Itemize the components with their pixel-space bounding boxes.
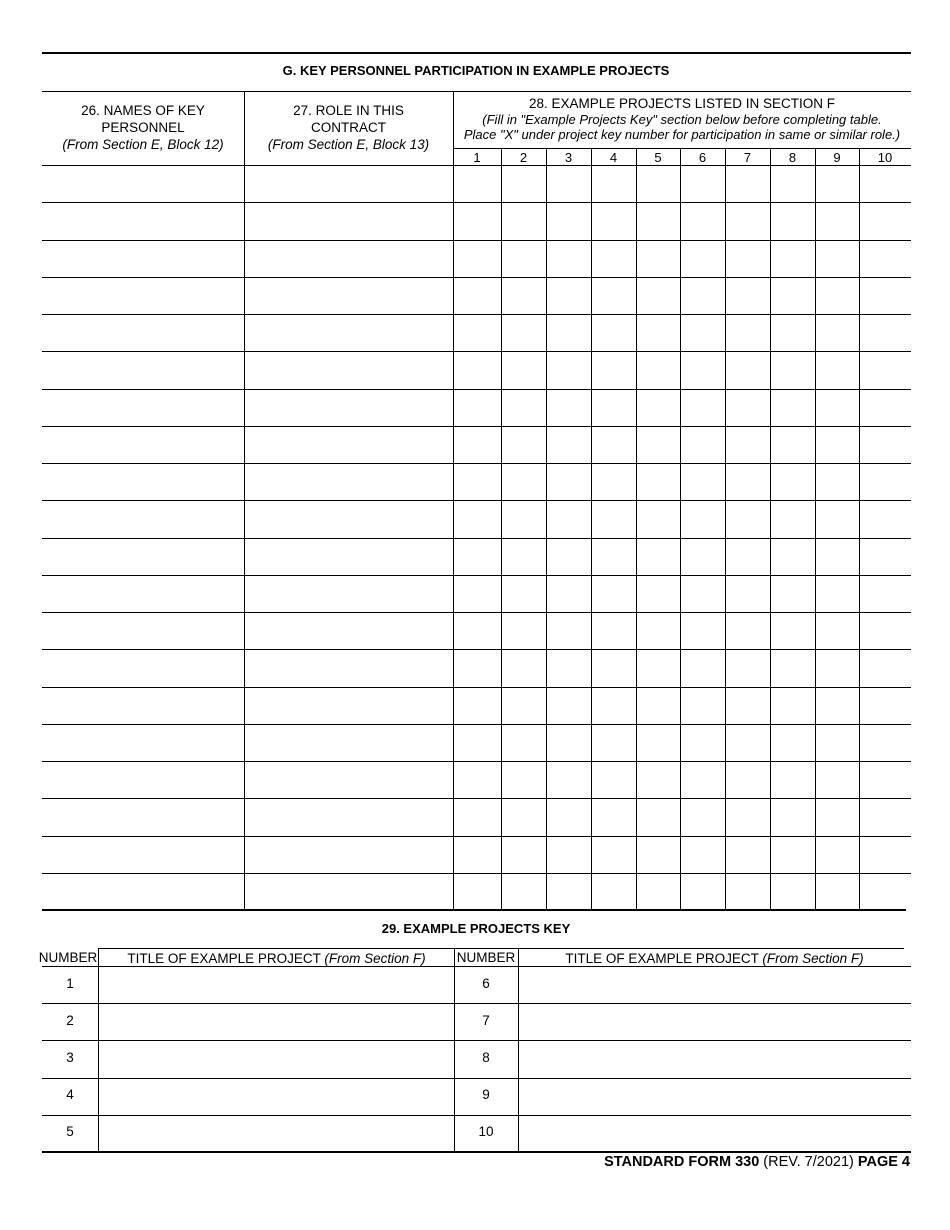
project-participation-cell[interactable]	[771, 202, 815, 239]
project-participation-cell[interactable]	[592, 575, 636, 612]
section-g-title: G. KEY PERSONNEL PARTICIPATION IN EXAMPLE PROJECTS	[282, 63, 670, 78]
project-participation-cell[interactable]	[637, 500, 680, 537]
project-participation-cell[interactable]	[592, 798, 636, 835]
key-number-right: 6	[482, 975, 490, 991]
project-participation-cell[interactable]	[592, 202, 636, 239]
project-participation-cell[interactable]	[771, 873, 815, 910]
project-participation-cell[interactable]	[771, 612, 815, 649]
project-participation-cell[interactable]	[592, 500, 636, 537]
role-cell[interactable]	[245, 761, 453, 798]
key-number-right: 8	[482, 1050, 490, 1065]
project-number-header: 9	[833, 150, 841, 165]
project-participation-cell[interactable]	[816, 687, 859, 724]
role-cell[interactable]	[245, 687, 453, 724]
key-personnel-name-cell[interactable]	[42, 389, 244, 426]
project-number-header: 3	[564, 150, 573, 165]
role-cell[interactable]	[245, 575, 453, 612]
project-participation-cell[interactable]	[681, 612, 725, 649]
project-participation-cell[interactable]	[454, 463, 501, 500]
project-participation-cell[interactable]	[547, 500, 591, 537]
project-participation-cell[interactable]	[592, 165, 636, 202]
project-participation-cell[interactable]	[592, 873, 636, 910]
project-participation-cell[interactable]	[816, 575, 859, 612]
project-participation-cell[interactable]	[860, 612, 911, 649]
key-personnel-name-cell[interactable]	[42, 687, 244, 724]
role-cell[interactable]	[245, 165, 453, 202]
project-number-header: 5	[654, 150, 662, 165]
key-personnel-name-cell[interactable]	[42, 538, 244, 575]
project-participation-cell[interactable]	[454, 165, 501, 202]
project-participation-cell[interactable]	[726, 389, 770, 426]
key-personnel-name-cell[interactable]	[42, 836, 244, 873]
role-cell[interactable]	[245, 351, 453, 388]
project-participation-cell[interactable]	[726, 575, 770, 612]
project-participation-cell[interactable]	[771, 687, 815, 724]
project-participation-cell[interactable]	[726, 836, 770, 873]
project-participation-cell[interactable]	[681, 165, 725, 202]
project-participation-cell[interactable]	[726, 798, 770, 835]
role-cell[interactable]	[245, 724, 453, 761]
number-header-left: NUMBER	[38, 950, 98, 965]
project-participation-cell[interactable]	[547, 612, 591, 649]
project-participation-cell[interactable]	[454, 538, 501, 575]
project-participation-cell[interactable]	[547, 649, 591, 686]
key-title-field-left[interactable]	[99, 1078, 454, 1115]
project-participation-cell[interactable]	[637, 463, 680, 500]
project-participation-cell[interactable]	[637, 538, 680, 575]
role-cell[interactable]	[245, 538, 453, 575]
project-participation-cell[interactable]	[454, 724, 501, 761]
role-cell[interactable]	[245, 426, 453, 463]
project-participation-cell[interactable]	[502, 240, 546, 277]
project-participation-cell[interactable]	[454, 836, 501, 873]
project-participation-cell[interactable]	[637, 873, 680, 910]
project-participation-cell[interactable]	[547, 351, 591, 388]
key-number-left: 2	[66, 1012, 74, 1028]
project-participation-cell[interactable]	[860, 687, 911, 724]
project-participation-cell[interactable]	[726, 612, 770, 649]
project-participation-cell[interactable]	[771, 575, 815, 612]
project-participation-cell[interactable]	[547, 314, 591, 351]
project-participation-cell[interactable]	[681, 538, 725, 575]
project-participation-cell[interactable]	[681, 836, 725, 873]
project-participation-cell[interactable]	[816, 836, 859, 873]
key-personnel-name-cell[interactable]	[42, 798, 244, 835]
role-cell[interactable]	[245, 202, 453, 239]
project-participation-cell[interactable]	[592, 389, 636, 426]
project-participation-cell[interactable]	[726, 649, 770, 686]
key-number-left: 3	[66, 1050, 74, 1065]
project-participation-cell[interactable]	[637, 389, 680, 426]
project-participation-cell[interactable]	[860, 314, 911, 351]
project-participation-cell[interactable]	[502, 351, 546, 388]
project-participation-cell[interactable]	[502, 202, 546, 239]
project-participation-cell[interactable]	[771, 500, 815, 537]
project-participation-cell[interactable]	[816, 351, 859, 388]
key-title-field-right[interactable]	[519, 966, 911, 1003]
project-participation-cell[interactable]	[502, 836, 546, 873]
project-participation-cell[interactable]	[502, 761, 546, 798]
project-participation-cell[interactable]	[592, 277, 636, 314]
project-participation-cell[interactable]	[454, 798, 501, 835]
key-number-right: 9	[482, 1087, 490, 1103]
project-participation-cell[interactable]	[726, 277, 770, 314]
key-number-right: 10	[478, 1124, 494, 1140]
project-participation-cell[interactable]	[860, 724, 911, 761]
project-participation-cell[interactable]	[726, 463, 770, 500]
project-participation-cell[interactable]	[860, 165, 911, 202]
project-participation-cell[interactable]	[454, 575, 501, 612]
key-number-left: 5	[66, 1124, 74, 1140]
project-participation-cell[interactable]	[860, 463, 911, 500]
project-participation-cell[interactable]	[502, 538, 546, 575]
project-participation-cell[interactable]	[502, 687, 546, 724]
project-participation-cell[interactable]	[816, 500, 859, 537]
key-personnel-name-cell[interactable]	[42, 240, 244, 277]
project-participation-cell[interactable]	[860, 351, 911, 388]
project-participation-cell[interactable]	[454, 500, 501, 537]
project-participation-cell[interactable]	[771, 761, 815, 798]
key-personnel-name-cell[interactable]	[42, 575, 244, 612]
project-participation-cell[interactable]	[547, 836, 591, 873]
project-participation-cell[interactable]	[816, 798, 859, 835]
project-participation-cell[interactable]	[637, 351, 680, 388]
key-personnel-name-cell[interactable]	[42, 351, 244, 388]
project-participation-cell[interactable]	[592, 687, 636, 724]
project-participation-cell[interactable]	[454, 314, 501, 351]
project-participation-cell[interactable]	[860, 277, 911, 314]
project-number-header: 4	[609, 150, 618, 165]
project-participation-cell[interactable]	[771, 463, 815, 500]
project-participation-cell[interactable]	[502, 463, 546, 500]
key-number-left: 4	[66, 1087, 74, 1103]
project-participation-cell[interactable]	[771, 351, 815, 388]
project-participation-cell[interactable]	[454, 649, 501, 686]
project-participation-cell[interactable]	[637, 575, 680, 612]
project-participation-cell[interactable]	[637, 836, 680, 873]
project-participation-cell[interactable]	[637, 724, 680, 761]
key-personnel-name-cell[interactable]	[42, 612, 244, 649]
project-participation-cell[interactable]	[547, 240, 591, 277]
project-participation-cell[interactable]	[592, 538, 636, 575]
project-participation-cell[interactable]	[637, 240, 680, 277]
project-participation-cell[interactable]	[592, 836, 636, 873]
project-participation-cell[interactable]	[637, 649, 680, 686]
project-participation-cell[interactable]	[502, 873, 546, 910]
project-participation-cell[interactable]	[816, 240, 859, 277]
role-cell[interactable]	[245, 873, 453, 910]
role-cell[interactable]	[245, 836, 453, 873]
key-title-field-left[interactable]	[99, 1003, 454, 1040]
project-participation-cell[interactable]	[681, 202, 725, 239]
project-participation-cell[interactable]	[771, 724, 815, 761]
project-participation-cell[interactable]	[771, 314, 815, 351]
project-participation-cell[interactable]	[816, 389, 859, 426]
project-participation-cell[interactable]	[681, 463, 725, 500]
project-participation-cell[interactable]	[637, 165, 680, 202]
project-participation-cell[interactable]	[454, 761, 501, 798]
project-number-header: 1	[473, 150, 481, 165]
project-participation-cell[interactable]	[860, 649, 911, 686]
page-number: PAGE 4	[857, 1154, 910, 1170]
project-participation-cell[interactable]	[816, 612, 859, 649]
role-cell[interactable]	[245, 389, 453, 426]
role-cell[interactable]	[245, 240, 453, 277]
project-participation-cell[interactable]	[592, 724, 636, 761]
project-participation-cell[interactable]	[547, 873, 591, 910]
project-participation-cell[interactable]	[771, 277, 815, 314]
project-participation-cell[interactable]	[860, 389, 911, 426]
project-participation-cell[interactable]	[592, 426, 636, 463]
role-cell[interactable]	[245, 500, 453, 537]
project-participation-cell[interactable]	[816, 724, 859, 761]
form-footer	[604, 1154, 910, 1170]
project-participation-cell[interactable]	[592, 761, 636, 798]
project-participation-cell[interactable]	[681, 426, 725, 463]
role-cell[interactable]	[245, 314, 453, 351]
project-participation-cell[interactable]	[502, 649, 546, 686]
project-participation-cell[interactable]	[637, 798, 680, 835]
project-participation-cell[interactable]	[454, 612, 501, 649]
project-participation-cell[interactable]	[637, 761, 680, 798]
key-personnel-name-cell[interactable]	[42, 426, 244, 463]
key-title-field-right[interactable]	[519, 1040, 911, 1077]
project-participation-cell[interactable]	[681, 873, 725, 910]
project-participation-cell[interactable]	[860, 240, 911, 277]
project-participation-cell[interactable]	[547, 463, 591, 500]
project-participation-cell[interactable]	[726, 538, 770, 575]
project-participation-cell[interactable]	[592, 612, 636, 649]
names-of-key-personnel-header: 26. NAMES OF KEY PERSONNEL (From Section E, Block 12)	[62, 103, 224, 152]
project-participation-cell[interactable]	[637, 202, 680, 239]
project-participation-cell[interactable]	[547, 277, 591, 314]
project-participation-cell[interactable]	[681, 687, 725, 724]
project-participation-cell[interactable]	[816, 538, 859, 575]
project-participation-cell[interactable]	[771, 538, 815, 575]
project-participation-cell[interactable]	[860, 873, 911, 910]
key-title-field-left[interactable]	[99, 1115, 454, 1152]
project-participation-cell[interactable]	[547, 798, 591, 835]
project-participation-cell[interactable]	[502, 426, 546, 463]
project-number-header: 2	[519, 150, 528, 165]
role-cell[interactable]	[245, 649, 453, 686]
project-participation-cell[interactable]	[681, 724, 725, 761]
project-participation-cell[interactable]	[771, 836, 815, 873]
project-participation-cell[interactable]	[816, 761, 859, 798]
role-cell[interactable]	[245, 277, 453, 314]
project-participation-cell[interactable]	[592, 314, 636, 351]
title-header-right: TITLE OF EXAMPLE PROJECT (From Section F)	[565, 951, 864, 966]
key-number-left: 1	[66, 975, 74, 991]
key-title-field-right[interactable]	[519, 1078, 911, 1115]
project-participation-cell[interactable]	[681, 575, 725, 612]
project-participation-cell[interactable]	[454, 351, 501, 388]
project-number-header: 8	[788, 150, 797, 165]
project-participation-cell[interactable]	[502, 314, 546, 351]
project-participation-cell[interactable]	[726, 500, 770, 537]
key-personnel-name-cell[interactable]	[42, 500, 244, 537]
key-title-field-right[interactable]	[519, 1115, 911, 1152]
project-participation-cell[interactable]	[454, 426, 501, 463]
project-participation-cell[interactable]	[726, 314, 770, 351]
project-participation-cell[interactable]	[726, 761, 770, 798]
key-title-field-right[interactable]	[519, 1003, 911, 1040]
top-rule	[42, 52, 911, 54]
project-participation-cell[interactable]	[502, 724, 546, 761]
project-participation-cell[interactable]	[726, 240, 770, 277]
project-number-header: 10	[877, 150, 893, 165]
example-projects-key-title: 29. EXAMPLE PROJECTS KEY	[381, 921, 571, 936]
role-cell[interactable]	[245, 463, 453, 500]
project-number-header: 7	[743, 150, 752, 165]
project-participation-cell[interactable]	[860, 500, 911, 537]
project-participation-cell[interactable]	[502, 575, 546, 612]
project-participation-cell[interactable]	[860, 426, 911, 463]
key-title-field-left[interactable]	[99, 1040, 454, 1077]
project-participation-cell[interactable]	[771, 798, 815, 835]
project-participation-cell[interactable]	[502, 277, 546, 314]
project-participation-cell[interactable]	[726, 165, 770, 202]
project-participation-cell[interactable]	[637, 426, 680, 463]
project-participation-cell[interactable]	[637, 277, 680, 314]
project-participation-cell[interactable]	[547, 724, 591, 761]
project-participation-cell[interactable]	[547, 538, 591, 575]
project-participation-cell[interactable]	[547, 389, 591, 426]
role-in-contract-header: 27. ROLE IN THIS CONTRACT (From Section E, Block 13)	[267, 103, 430, 152]
project-participation-cell[interactable]	[502, 798, 546, 835]
project-participation-cell[interactable]	[816, 873, 859, 910]
project-participation-cell[interactable]	[726, 687, 770, 724]
project-participation-cell[interactable]	[816, 277, 859, 314]
project-participation-cell[interactable]	[454, 202, 501, 239]
project-participation-cell[interactable]	[860, 836, 911, 873]
project-participation-cell[interactable]	[637, 314, 680, 351]
project-participation-cell[interactable]	[771, 389, 815, 426]
project-participation-cell[interactable]	[860, 575, 911, 612]
project-participation-cell[interactable]	[592, 351, 636, 388]
project-participation-cell[interactable]	[816, 649, 859, 686]
project-participation-cell[interactable]	[771, 240, 815, 277]
project-participation-cell[interactable]	[726, 873, 770, 910]
project-participation-cell[interactable]	[816, 165, 859, 202]
project-participation-cell[interactable]	[502, 165, 546, 202]
project-participation-cell[interactable]	[726, 724, 770, 761]
project-participation-cell[interactable]	[860, 798, 911, 835]
project-participation-cell[interactable]	[860, 761, 911, 798]
key-number-right: 7	[482, 1012, 490, 1028]
project-participation-cell[interactable]	[681, 277, 725, 314]
project-participation-cell[interactable]	[681, 389, 725, 426]
project-participation-cell[interactable]	[771, 649, 815, 686]
project-participation-cell[interactable]	[547, 426, 591, 463]
key-personnel-name-cell[interactable]	[42, 873, 244, 910]
project-participation-cell[interactable]	[816, 463, 859, 500]
key-personnel-name-cell[interactable]	[42, 314, 244, 351]
project-participation-cell[interactable]	[681, 761, 725, 798]
project-participation-cell[interactable]	[726, 426, 770, 463]
project-participation-cell[interactable]	[771, 165, 815, 202]
project-participation-cell[interactable]	[547, 165, 591, 202]
project-participation-cell[interactable]	[726, 351, 770, 388]
project-participation-cell[interactable]	[547, 575, 591, 612]
project-participation-cell[interactable]	[771, 426, 815, 463]
project-participation-cell[interactable]	[454, 389, 501, 426]
project-participation-cell[interactable]	[816, 202, 859, 239]
project-participation-cell[interactable]	[637, 687, 680, 724]
project-participation-cell[interactable]	[454, 873, 501, 910]
project-participation-cell[interactable]	[502, 612, 546, 649]
project-participation-cell[interactable]	[454, 687, 501, 724]
project-participation-cell[interactable]	[816, 314, 859, 351]
project-participation-cell[interactable]	[547, 761, 591, 798]
project-participation-cell[interactable]	[681, 500, 725, 537]
project-participation-cell[interactable]	[637, 612, 680, 649]
project-participation-cell[interactable]	[816, 426, 859, 463]
key-personnel-name-cell[interactable]	[42, 165, 244, 202]
key-title-field-left[interactable]	[99, 966, 454, 1003]
title-header-left: TITLE OF EXAMPLE PROJECT (From Section F)	[127, 951, 426, 966]
number-header-right: NUMBER	[456, 950, 516, 965]
form-name: STANDARD FORM 330	[604, 1154, 760, 1170]
project-participation-cell[interactable]	[592, 649, 636, 686]
project-participation-cell[interactable]	[592, 240, 636, 277]
key-personnel-name-cell[interactable]	[42, 649, 244, 686]
key-personnel-name-cell[interactable]	[42, 761, 244, 798]
project-participation-cell[interactable]	[681, 314, 725, 351]
form-revision: (REV. 7/2021)	[759, 1154, 858, 1170]
project-number-header: 6	[698, 150, 707, 165]
project-participation-cell[interactable]	[681, 649, 725, 686]
project-participation-cell[interactable]	[454, 240, 501, 277]
key-personnel-name-cell[interactable]	[42, 202, 244, 239]
project-participation-cell[interactable]	[454, 277, 501, 314]
project-participation-cell[interactable]	[547, 687, 591, 724]
project-participation-cell[interactable]	[726, 202, 770, 239]
project-participation-cell[interactable]	[860, 538, 911, 575]
role-cell[interactable]	[245, 798, 453, 835]
project-participation-cell[interactable]	[547, 202, 591, 239]
project-participation-cell[interactable]	[502, 500, 546, 537]
project-participation-cell[interactable]	[502, 389, 546, 426]
key-personnel-name-cell[interactable]	[42, 463, 244, 500]
example-projects-header: 28. EXAMPLE PROJECTS LISTED IN SECTION F (Fill in "Example Projects Key" section below before completing table. Place "X" under project key number for participation in same or similar role.)	[463, 96, 901, 142]
project-participation-cell[interactable]	[681, 798, 725, 835]
project-participation-cell[interactable]	[681, 351, 725, 388]
project-participation-cell[interactable]	[592, 463, 636, 500]
project-participation-cell[interactable]	[860, 202, 911, 239]
key-personnel-name-cell[interactable]	[42, 277, 244, 314]
project-participation-cell[interactable]	[681, 240, 725, 277]
key-personnel-name-cell[interactable]	[42, 724, 244, 761]
role-cell[interactable]	[245, 612, 453, 649]
